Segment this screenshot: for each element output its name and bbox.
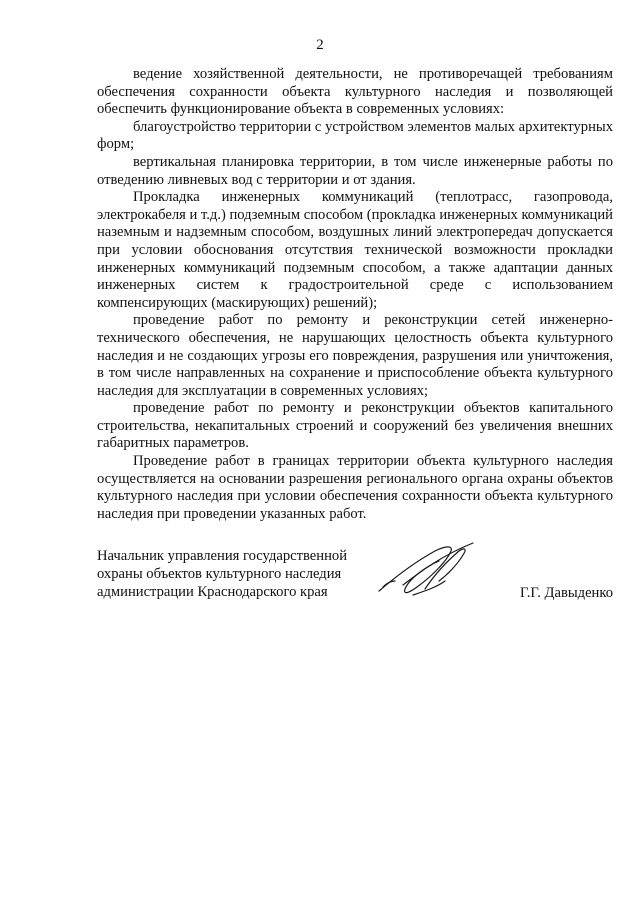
paragraph-7: Проведение работ в границах территории объекта культурного наследия осуществляется на основании разрешения регионального органа охраны объектов культурного наследия при условии обеспечения сохранности объекта культурного наследия при проведении указанных работ. bbox=[97, 453, 613, 522]
paragraph-3: вертикальная планировка территории, в том числе инженерные работы по отведению ливневых вод с территории и от здания. bbox=[97, 153, 613, 188]
paragraph-5: проведение работ по ремонту и реконструкции сетей инженерно-технического обеспечения, не нарушающих целостность объекта культурного наследия и не создающих угрозы его повреждения, разрушения или уничтожения, в том числе направленных на сохранение и приспособление объекта культурного наследия для эксплуатации в современных условиях; bbox=[97, 312, 613, 399]
signer-title-line-3: администрации Краснодарского края bbox=[97, 584, 328, 600]
signer-title-line-1: Начальник управления государственной bbox=[97, 548, 348, 564]
paragraph-6: проведение работ по ремонту и реконструкции объектов капитального строительства, некапитальных строений и сооружений без увеличения внешних габаритных параметров. bbox=[97, 400, 613, 452]
paragraph-2: благоустройство территории с устройством элементов малых архитектурных форм; bbox=[97, 118, 613, 153]
paragraph-4: Прокладка инженерных коммуникаций (теплотрасс, газопровода, электрокабеля и т.д.) подземным способом (прокладка инженерных коммуникаций наземным и надземным способом, воздушных линий электропередач допускается при условии обоснования отсутствия технической возможности прокладки инженерных коммуникаций подземным способом, а также адаптации данных инженерных систем к градостроительной среде с использованием компенсирующих (маскирующих) решений); bbox=[97, 189, 613, 311]
document-body bbox=[97, 66, 613, 523]
signature-block bbox=[97, 547, 613, 617]
signer-title-line-2: охраны объектов культурного наследия bbox=[97, 566, 342, 582]
page-number: 2 bbox=[316, 37, 324, 53]
handwritten-signature-icon bbox=[373, 541, 485, 601]
signer-name: Г.Г. Давыденко bbox=[519, 585, 613, 601]
signer-title bbox=[97, 547, 347, 601]
paragraph-1: ведение хозяйственной деятельности, не противоречащей требованиям обеспечения сохранности объекта культурного наследия и позволяющей обеспечить функционирование объекта в современных условиях: bbox=[97, 66, 613, 118]
